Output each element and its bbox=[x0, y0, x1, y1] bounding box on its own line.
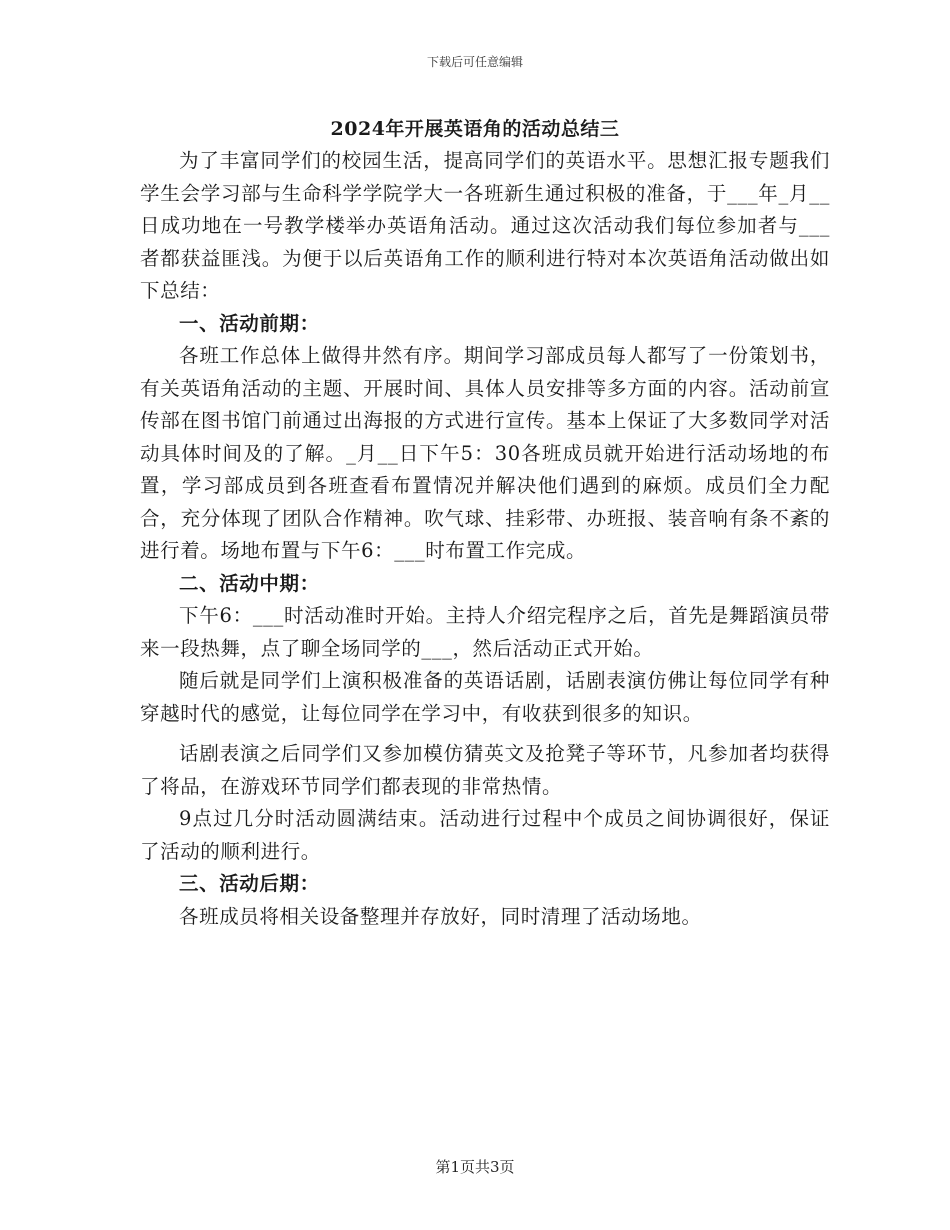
paragraph-intro: 为了丰富同学们的校园生活，提高同学们的英语水平。思想汇报专题我们学生会学习部与生命科学学院学大一各班新生通过积极的准备，于___年_月__日成功地在一号教学楼举办英语角活动。通过这次活动我们每位参加者与___者都获益匪浅。为便于以后英语角工作的顺利进行特对本次英语角活动做出如下总结： bbox=[140, 149, 830, 302]
paragraph-pre: 各班工作总体上做得井然有序。期间学习部成员每人都写了一份策划书，有关英语角活动的主题、开展时间、具体人员安排等多方面的内容。活动前宣传部在图书馆门前通过出海报的方式进行宣传。基本上保证了大多数同学对活动具体时间及的了解。_月__日下午5：30各班成员就开始进行活动场地的布置，学习部成员到各班查看布置情况并解决他们遇到的麻烦。成员们全力配合，充分体现了团队合作精神。吹气球、挂彩带、办班报、装音响有条不紊的进行着。场地布置与下午6：___时布置工作完成。 bbox=[140, 344, 830, 562]
paragraph-mid-1: 下午6：___时活动准时开始。主持人介绍完程序之后，首先是舞蹈演员带来一段热舞，点了聊全场同学的___，然后活动正式开始。 bbox=[140, 604, 830, 660]
paragraph-mid-4: 9点过几分时活动圆满结束。活动进行过程中个成员之间协调很好，保证了活动的顺利进行。 bbox=[140, 807, 830, 863]
section-heading-pre: 一、活动前期： bbox=[179, 311, 320, 335]
document-body bbox=[140, 145, 830, 933]
header-note: 下载后可任意编辑 bbox=[426, 55, 523, 69]
paragraph-mid-3: 话剧表演之后同学们又参加模仿猜英文及抢凳子等环节，凡参加者均获得了将品，在游戏环节同学们都表现的非常热情。 bbox=[140, 742, 830, 798]
section-heading-post: 三、活动后期： bbox=[179, 872, 320, 895]
paragraph-post: 各班成员将相关设备整理并存放好，同时清理了活动场地。 bbox=[179, 904, 702, 928]
page-footer: 第1页共3页 bbox=[435, 1158, 515, 1176]
document-title: 2024年开展英语角的活动总结三 bbox=[330, 118, 620, 140]
section-heading-mid: 二、活动中期： bbox=[179, 571, 320, 595]
paragraph-mid-2: 随后就是同学们上演积极准备的英语话剧，话剧表演仿佛让每位同学有种穿越时代的感觉，让每位同学在学习中，有收获到很多的知识。 bbox=[140, 669, 830, 725]
